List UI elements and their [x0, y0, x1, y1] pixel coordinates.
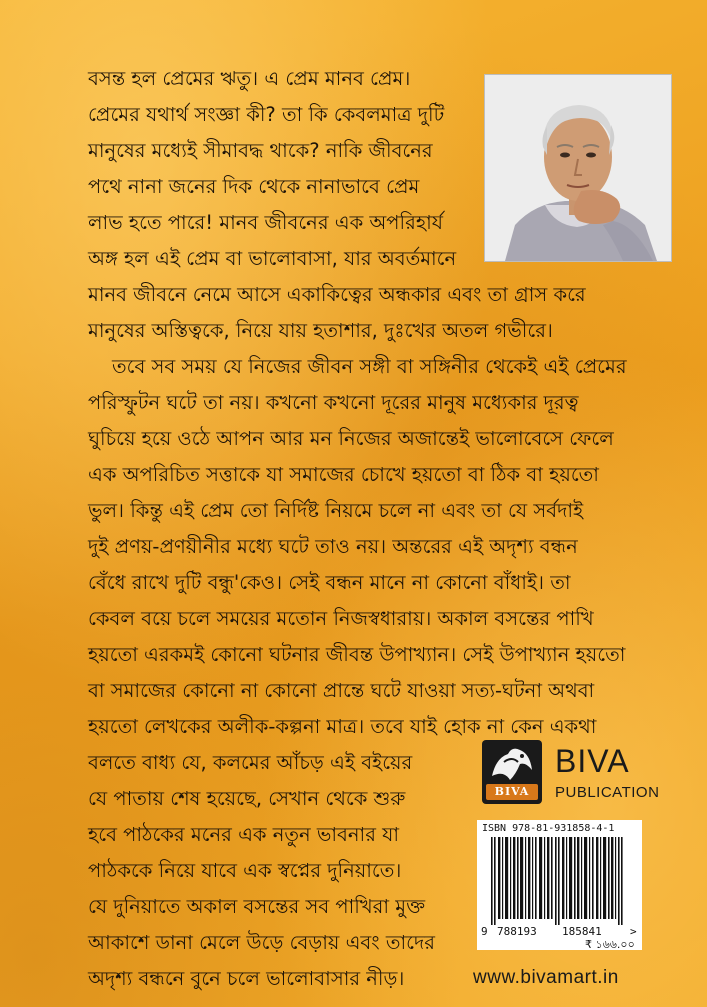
- blurb-line-11: ঘুচিয়ে হয়ে ওঠে আপন আর মন নিজের অজান্তেই ভালোবেসে ফেলে: [88, 427, 614, 450]
- blurb-line-10: পরিস্ফুটন ঘটে তা নয়। কখনো কখনো দূরের মানুষ মধ্যেকার দূরত্ব: [88, 391, 579, 414]
- author-portrait-image: [485, 75, 671, 261]
- barcode-digits-group2: 185841: [562, 925, 602, 938]
- blurb-line-1: বসন্ত হল প্রেমের ঋতু। এ প্রেম মানব প্রেম।: [88, 67, 411, 90]
- blurb-line-3: মানুষের মধ্যেই সীমাবদ্ধ থাকে? নাকি জীবনের: [88, 139, 433, 162]
- isbn-number: ISBN 978-81-931858-4-1: [482, 823, 615, 834]
- publisher-logo: [482, 740, 542, 804]
- publisher-website: www.bivamart.in: [473, 967, 619, 988]
- publisher-logo-text: BIVA: [486, 784, 538, 800]
- blurb-line-14: দুই প্রণয়-প্রণয়ীনীর মধ্যে ঘটে তাও নয়। অন্তরের এই অদৃশ্য বন্ধন: [88, 535, 578, 558]
- blurb-line-18: বা সমাজের কোনো না কোনো প্রান্তে ঘটে যাওয়া সত্য-ঘটনা অথবা: [88, 679, 595, 702]
- blurb-line-7: মানব জীবনে নেমে আসে একাকিত্বের অন্ধকার এবং তা গ্রাস করে: [88, 283, 586, 306]
- blurb-line-8: মানুষের অস্তিত্বকে, নিয়ে যায় হতাশার, দুঃখের অতল গভীরে।: [88, 319, 553, 342]
- book-price: ₹ ১৬৬.০০: [585, 938, 635, 951]
- blurb-line-17: হয়তো এরকমই কোনো ঘটনার জীবন্ত উপাখ্যান। সেই উপাখ্যান হয়তো: [88, 643, 626, 666]
- blurb-line-23: পাঠককে নিয়ে যাবে এক স্বপ্নের দুনিয়াতে।: [88, 859, 402, 882]
- blurb-line-16: কেবল বয়ে চলে সময়ের মতোন নিজস্বধারায়। অকাল বসন্তের পাখি: [88, 607, 594, 630]
- blurb-line-6: অঙ্গ হল এই প্রেম বা ভালোবাসা, যার অবর্তমানে: [88, 247, 457, 270]
- blurb-line-25: আকাশে ডানা মেলে উড়ে বেড়ায় এবং তাদের: [88, 931, 435, 954]
- blurb-line-2: প্রেমের যথার্থ সংজ্ঞা কী? তা কি কেবলমাত্র দুটি: [88, 103, 445, 126]
- blurb-line-26: অদৃশ্য বন্ধনে বুনে চলে ভালোবাসার নীড়।: [88, 967, 405, 990]
- barcode-digits-group1: 788193: [497, 925, 537, 938]
- barcode-digit-first: 9: [481, 925, 488, 938]
- blurb-line-21: যে পাতায় শেষ হয়েছে, সেখান থেকে শুরু: [88, 787, 406, 810]
- blurb-line-12: এক অপরিচিত সত্তাকে যা সমাজের চোখে হয়তো বা ঠিক বা হয়তো: [88, 463, 599, 486]
- blurb-line-15: বেঁধে রাখে দুটি বন্ধু'কেও। সেই বন্ধন মানে না কোনো বাঁধাই। তা: [88, 571, 571, 594]
- publisher-name: BIVA: [555, 743, 630, 779]
- blurb-line-22: হবে পাঠকের মনের এক নতুন ভাবনার যা: [88, 823, 400, 846]
- blurb-line-20: বলতে বাধ্য যে, কলমের আঁচড় এই বইয়ের: [88, 751, 413, 774]
- author-photo: [484, 74, 672, 262]
- blurb-line-9: তবে সব সময় যে নিজের জীবন সঙ্গী বা সঙ্গিনীর থেকেই এই প্রেমের: [112, 355, 627, 378]
- blurb-line-5: লাভ হতে পারে! মানব জীবনের এক অপরিহার্য: [88, 211, 443, 234]
- blurb-line-24: যে দুনিয়াতে অকাল বসন্তের সব পাখিরা মুক্ত: [88, 895, 426, 918]
- publisher-emblem-icon: [482, 740, 542, 784]
- blurb-line-13: ভুল। কিন্তু এই প্রেম তো নির্দিষ্ট নিয়মে চলে না এবং তা যে সর্বদাই: [88, 499, 584, 522]
- publisher-subtitle: PUBLICATION: [555, 784, 660, 801]
- blurb-line-19: হয়তো লেখকের অলীক-কল্পনা মাত্র। তবে যাই হোক না কেন একথা: [88, 715, 597, 738]
- barcode-digit-end: >: [630, 925, 637, 938]
- blurb-line-4: পথে নানা জনের দিক থেকে নানাভাবে প্রেম: [88, 175, 420, 198]
